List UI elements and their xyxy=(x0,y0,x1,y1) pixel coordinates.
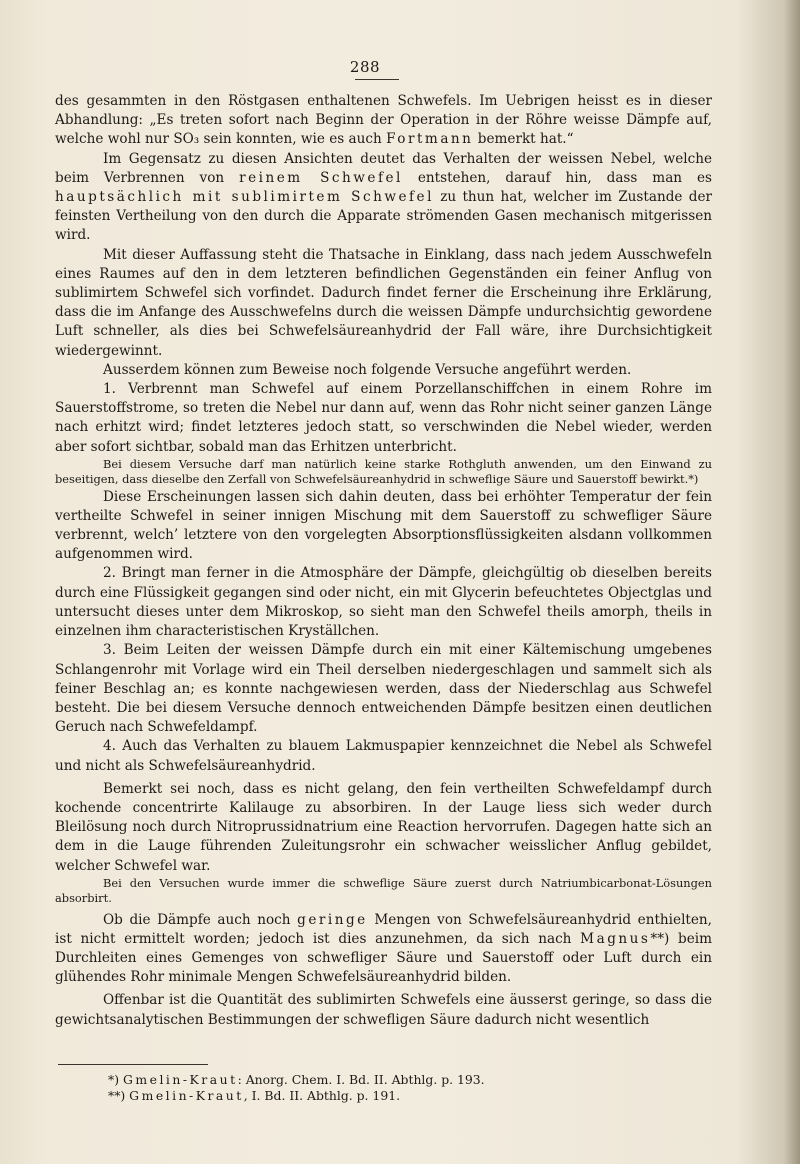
spaced-text: Gmelin-Kraut xyxy=(122,1072,238,1087)
paragraph xyxy=(55,380,712,457)
paragraph xyxy=(55,737,712,775)
text-run: **) xyxy=(108,1088,130,1103)
spaced-text: Fortmann xyxy=(386,131,474,148)
spaced-text: Gmelin-Kraut xyxy=(129,1088,244,1103)
text-run: : Anorg. Chem. I. Bd. II. Abthlg. p. 193. xyxy=(237,1072,485,1087)
text-run: *) xyxy=(108,1072,123,1087)
text-run: 2. Bringt man ferner in die Atmosphäre der Dämpfe, gleichgültig ob dieselben bereits durch eine Flüssigkeit gegangen sind oder nicht, ein mit Glycerin befeuchtetes Objectglas und untersucht dieses unter dem Mikroskop, so sieht man den Schwefel theils amorph, theils in einzelnen ihm characteristischen Kryställchen. xyxy=(55,565,712,640)
text-run: Offenbar ist die Quantität des sublimirten Schwefels eine äusserst geringe, so dass die gewichtsanalytischen Bestimmungen der schwefligen Säure dadurch nicht wesentlich xyxy=(55,992,712,1028)
text-run: des gesammten in den Röstgasen enthaltenen Schwefels. Im Uebrigen heisst es in dieser Abhandlung: „Es treten sofort nach Beginn der Operation in der Röhre weisse Dämpfe auf, welche wohl nur SO₃ sein konnten, wie es auch xyxy=(55,93,712,148)
text-run: , I. Bd. II. Abthlg. p. 191. xyxy=(243,1088,401,1103)
paragraph xyxy=(55,641,712,737)
spaced-text: hauptsächlich mit sublimirtem Schwefel xyxy=(55,189,434,206)
footnotes xyxy=(108,1072,708,1104)
paragraph xyxy=(55,246,712,361)
text-run: Mengen von Schwefelsäureanhydrid enthielten, ist nicht ermittelt worden; jedoch ist dies anzunehmen, da sich nach xyxy=(55,911,712,947)
paragraph xyxy=(55,911,712,988)
text-run: entstehen, darauf hin, dass man es xyxy=(402,169,713,186)
text-run: 3. Beim Leiten der weissen Dämpfe durch ein mit einer Kältemischung umgebenes Schlangenrohr mit Vorlage wird ein Theil derselben niedergeschlagen und sammelt sich als feiner Beschlag an; es konnte nachgewiesen werden, dass der Niederschlag aus Schwefel besteht. Die bei diesem Versuche dennoch entweichenden Dämpfe besitzen einen deutlichen Geruch nach Schwefeldampf. xyxy=(55,642,712,736)
paragraph xyxy=(55,564,712,641)
page-number: 288 xyxy=(349,58,381,76)
text-run: Ob die Dämpfe auch noch xyxy=(103,911,298,928)
paragraph xyxy=(55,150,712,246)
spaced-text: geringe xyxy=(297,911,368,928)
footnote-rule xyxy=(58,1064,208,1065)
text-run: 1. Verbrennt man Schwefel auf einem Porzellanschiffchen in einem Rohre im Sauerstoffstrome, so treten die Nebel nur dann auf, wenn das Rohr nicht seiner ganzen Länge nach erhitzt wird; findet letzteres jedoch statt, so verschwinden die Nebel wieder, werden aber sofort sichtbar, sobald man das Erhitzen unterbricht. xyxy=(55,381,712,455)
paragraph xyxy=(55,780,712,876)
text-run: Bemerkt sei noch, dass es nicht gelang, den fein vertheilten Schwefeldampf durch kochende concentrirte Kalilauge zu absorbiren. In der Lauge liess sich weder durch Bleilösung noch durch Nitroprussidnatrium eine Reaction hervorrufen. Dagegen hatte sich an dem in die Lauge führenden Zuleitungsrohr ein schwacher weisslicher Anflug gebildet, welcher Schwefel war. xyxy=(55,780,712,874)
small-note xyxy=(55,876,712,907)
text-run: **) beim Durchleiten eines Gemenges von schwefliger Säure und Sauerstoff oder Luft durch ein glühendes Rohr minimale Mengen Schwefelsäureanhydrid bilden. xyxy=(55,930,713,986)
paragraph xyxy=(55,991,712,1029)
paragraph xyxy=(55,488,712,565)
footnote xyxy=(108,1088,708,1104)
spaced-text: Magnus xyxy=(580,930,651,947)
text-run: Mit dieser Auffassung steht die Thatsache in Einklang, dass nach jedem Ausschwefeln eines Raumes auf den in dem letzteren befindlichen Gegenständen ein feiner Anflug von sublimirtem Schwefel sich vorfindet. Dadurch findet ferner die Erscheinung ihre Erklärung, dass die im Anfange des Ausschwefelns durch die weissen Dämpfe undurchsichtig gewordene Luft schneller, als dies bei Schwefelsäureanhydrid der Fall wäre, ihre Durchsichtigkeit wiedergewinnt. xyxy=(55,246,712,359)
text-run: Bei den Versuchen wurde immer die schweflige Säure zuerst durch Natriumbicarbonat-Lösungen absorbirt. xyxy=(55,875,712,906)
text-run: bemerkt hat.“ xyxy=(473,131,574,148)
paragraph xyxy=(55,361,712,380)
text-run: 4. Auch das Verhalten zu blauem Lakmuspapier kennzeichnet die Nebel als Schwefel und nicht als Schwefelsäureanhydrid. xyxy=(55,738,712,774)
text-run: zu thun hat, welcher im Zustande der feinsten Vertheilung von den durch die Apparate strömenden Gasen mechanisch mitgerissen wird. xyxy=(55,189,712,244)
text-run: Bei diesem Versuche darf man natürlich keine starke Rothgluth anwenden, um den Einwand zu beseitigen, dass dieselbe den Zerfall von Schwefelsäureanhydrid in schweflige Säure und Sauerstoff bewirkt.*) xyxy=(55,456,712,487)
paragraph xyxy=(55,92,712,150)
text-run: Ausserdem können zum Beweise noch folgende Versuche angeführt werden. xyxy=(103,361,632,378)
text-run: Im Gegensatz zu diesen Ansichten deutet das Verhalten der weissen Nebel, welche beim Verbrennen von xyxy=(55,150,712,186)
small-note xyxy=(55,457,712,488)
page-number-rule xyxy=(355,79,399,80)
text-run: Diese Erscheinungen lassen sich dahin deuten, dass bei erhöhter Temperatur der fein vertheilte Schwefel in seiner innigen Mischung mit dem Sauerstoff zu schwefliger Säure verbrennt, welch’ letztere von den vorgelegten Absorptionsflüssigkeiten alsdann vollkommen aufgenommen wird. xyxy=(55,488,712,563)
spaced-text: reinem Schwefel xyxy=(239,169,403,186)
body-text xyxy=(55,92,712,1030)
footnote xyxy=(108,1072,708,1088)
